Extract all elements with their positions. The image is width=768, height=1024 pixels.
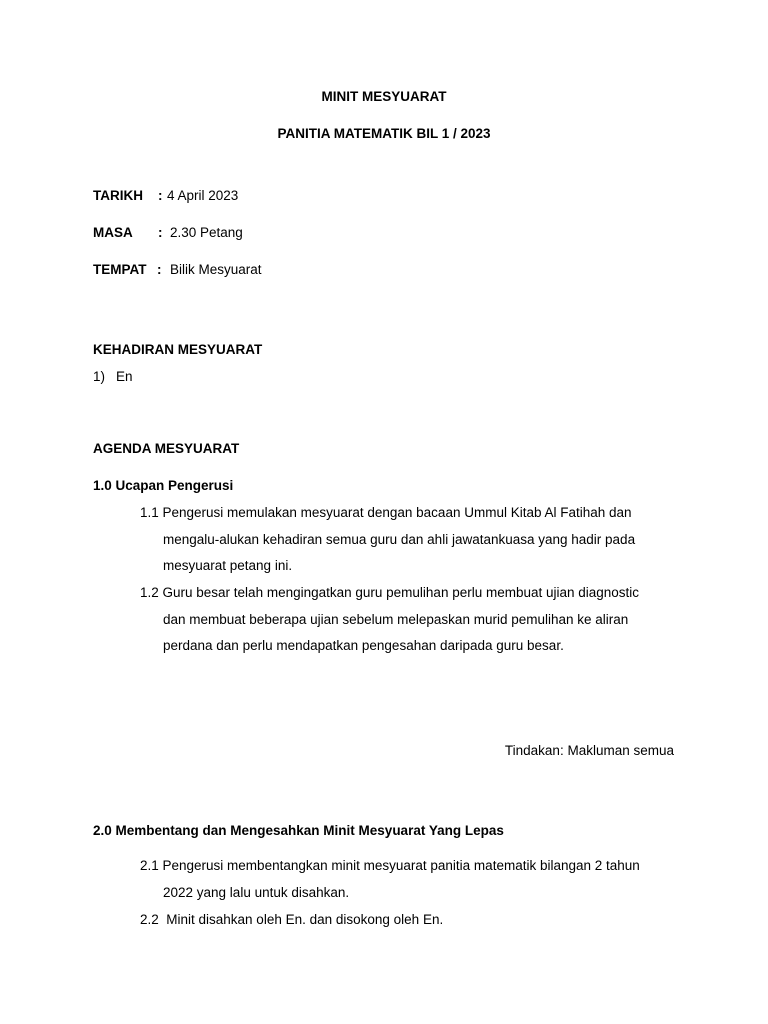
paragraph-line: 1.1 Pengerusi memulakan mesyuarat dengan bacaan Ummul Kitab Al Fatihah dan bbox=[140, 505, 632, 520]
section1-heading: 1.0 Ucapan Pengerusi bbox=[93, 478, 234, 493]
document-title: MINIT MESYUARAT bbox=[321, 89, 447, 104]
tarikh-value: 4 April 2023 bbox=[167, 188, 239, 203]
list-item-text: En bbox=[116, 369, 133, 384]
tarikh-colon: : bbox=[158, 188, 163, 203]
masa-value: 2.30 Petang bbox=[170, 225, 243, 240]
tarikh-label: TARIKH bbox=[93, 188, 143, 203]
paragraph-line: 1.2 Guru besar telah mengingatkan guru pemulihan perlu membuat ujian diagnostic bbox=[140, 585, 640, 600]
tempat-colon: : bbox=[157, 262, 162, 277]
section1-tindakan: Tindakan: Makluman semua bbox=[504, 743, 674, 758]
paragraph-line: 2.2 Minit disahkan oleh En. dan disokong oleh En. bbox=[140, 912, 444, 927]
paragraph-line: mengalu-alukan kehadiran semua guru dan ahli jawatankuasa yang hadir pada bbox=[163, 532, 636, 547]
paragraph-line: mesyuarat petang ini. bbox=[163, 558, 293, 573]
paragraph-line: dan membuat beberapa ujian sebelum melepaskan murid pemulihan ke aliran bbox=[163, 612, 629, 627]
document-subtitle: PANITIA MATEMATIK BIL 1 / 2023 bbox=[277, 126, 491, 141]
tempat-value: Bilik Mesyuarat bbox=[170, 262, 262, 277]
tempat-label: TEMPAT bbox=[93, 262, 147, 277]
agenda-heading: AGENDA MESYUARAT bbox=[93, 441, 240, 456]
masa-colon: : bbox=[158, 225, 163, 240]
section2-heading: 2.0 Membentang dan Mengesahkan Minit Mesyuarat Yang Lepas bbox=[93, 823, 504, 838]
paragraph-line: 2022 yang lalu untuk disahkan. bbox=[163, 885, 350, 900]
list-item-number: 1) bbox=[93, 369, 106, 384]
paragraph-line: perdana dan perlu mendapatkan pengesahan daripada guru besar. bbox=[163, 638, 564, 653]
masa-label: MASA bbox=[93, 225, 133, 240]
paragraph-line: 2.1 Pengerusi membentangkan minit mesyuarat panitia matematik bilangan 2 tahun bbox=[140, 858, 640, 873]
kehadiran-heading: KEHADIRAN MESYUARAT bbox=[93, 342, 263, 357]
